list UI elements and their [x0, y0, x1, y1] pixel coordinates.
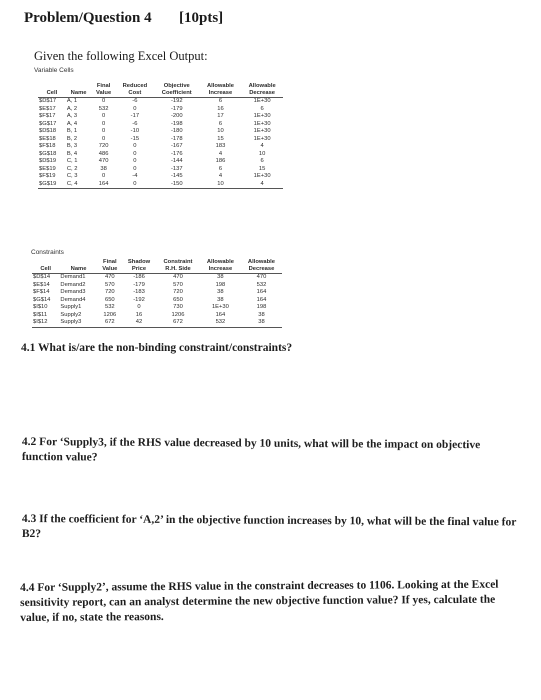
table-cell: 4	[218, 150, 223, 157]
table-row	[38, 98, 283, 106]
constraints-body	[32, 274, 282, 328]
column-header: Allowable	[206, 259, 234, 265]
table-cell: $F$18	[39, 143, 56, 149]
table-row	[38, 151, 283, 159]
table-cell: -179	[170, 105, 183, 112]
column-header: Value	[91, 90, 116, 98]
table-cell: -6	[132, 98, 138, 104]
table-row	[38, 181, 283, 189]
table-cell: 16	[135, 311, 143, 318]
table-cell: B, 2	[66, 135, 78, 142]
column-header	[59, 259, 97, 266]
table-cell: 164	[91, 181, 116, 189]
constraints-header-row-1	[32, 259, 282, 266]
table-cell: 183	[215, 143, 226, 149]
column-header: Price	[122, 266, 156, 274]
table-cell: A, 1	[66, 98, 78, 104]
table-cell: $G$14	[33, 296, 51, 303]
table-cell: 186	[215, 158, 226, 164]
table-cell: 38	[258, 311, 265, 318]
table-cell: A, 4	[66, 120, 78, 127]
column-header: Objective	[163, 83, 190, 89]
table-cell: 38	[241, 319, 282, 327]
column-header: Decrease	[241, 90, 283, 98]
variable-cells-header-row-2	[38, 90, 283, 98]
table-cell: -180	[170, 128, 183, 134]
table-cell: $I$10	[33, 304, 48, 310]
table-cell: 6	[260, 158, 264, 164]
table-cell: 0	[101, 120, 106, 127]
table-cell: A, 3	[66, 113, 78, 119]
table-cell: 1206	[171, 311, 185, 318]
table-cell: -200	[170, 113, 183, 119]
table-cell: 1E+30	[253, 120, 271, 127]
problem-title: Problem/Question 4	[24, 10, 152, 26]
table-cell: -178	[170, 135, 183, 142]
table-cell: 38	[217, 296, 224, 303]
table-cell: $D$19	[39, 158, 57, 164]
table-cell: $F$14	[33, 289, 50, 295]
table-cell: 0	[101, 173, 106, 179]
table-cell: B, 4	[66, 150, 78, 157]
table-row	[32, 289, 282, 297]
table-cell: $E$19	[39, 165, 56, 172]
table-cell: B, 1	[66, 128, 78, 134]
table-cell: 532	[98, 105, 109, 112]
column-header	[38, 83, 66, 90]
table-cell: $D$18	[39, 128, 57, 134]
table-cell: $G$18	[39, 150, 57, 157]
variable-cells-table	[38, 83, 283, 189]
table-cell: -10	[130, 128, 140, 134]
table-cell: $F$19	[39, 173, 56, 179]
table-cell: 0	[101, 128, 106, 134]
table-cell: Demand3	[60, 289, 86, 295]
table-cell: 6	[218, 165, 223, 172]
constraints-caption: Constraints	[31, 249, 64, 256]
table-cell: 486	[98, 150, 109, 157]
table-cell: 16	[217, 105, 224, 112]
table-cell: $I$12	[32, 319, 59, 327]
table-cell: 1E+30	[211, 304, 229, 310]
column-header: Name	[59, 266, 97, 274]
table-cell: 10	[200, 181, 242, 189]
column-header: Name	[66, 90, 92, 98]
table-cell: 532	[200, 319, 241, 327]
table-cell: 470	[98, 158, 109, 164]
column-header: Shadow	[127, 259, 151, 265]
table-cell: C, 2	[66, 165, 78, 172]
table-row	[38, 166, 283, 174]
table-cell: 470	[256, 274, 267, 280]
column-header: R.H. Side	[156, 266, 200, 274]
table-cell: $E$17	[39, 105, 56, 112]
column-header: Final	[103, 259, 117, 265]
table-cell: 0	[133, 158, 137, 164]
column-header	[32, 259, 59, 266]
table-cell: 10	[258, 150, 266, 157]
question-4-3: 4.3 If the coefficient for ‘A,2’ in the objective function increases by 10, what will be the final value for B2?	[21, 513, 517, 541]
column-header: Increase	[200, 266, 241, 274]
table-cell: $D$17	[39, 98, 57, 104]
column-header: Decrease	[241, 266, 282, 274]
table-row	[38, 128, 283, 136]
table-cell: 164	[256, 296, 267, 303]
table-row	[32, 304, 282, 312]
table-cell: 4	[260, 143, 264, 149]
table-cell: $D$14	[33, 274, 51, 280]
table-cell: -186	[133, 274, 145, 280]
table-cell: 720	[173, 289, 183, 295]
table-cell: C, 1	[66, 158, 78, 164]
table-cell: 4	[218, 173, 223, 179]
table-row	[32, 312, 282, 320]
table-cell: 15	[258, 165, 266, 172]
table-cell: 4	[241, 181, 283, 189]
question-4-4: 4.4 For ‘Supply2’, assume the RHS value in the constraint decreases to 1106. Looking at the Excel sensitivity report, can an analyst determine the new objective function value? If yes, calculate the value, if no, state the reasons.	[20, 578, 499, 624]
table-cell: 730	[173, 304, 183, 310]
question-4-2: 4.2 For ‘Supply3, if the RHS value decreased by 10 units, what will be the impact on objective function value?	[21, 435, 481, 464]
table-cell: 532	[104, 304, 115, 310]
table-cell: 42	[122, 319, 156, 327]
table-cell: C, 4	[66, 181, 92, 189]
column-header: Increase	[200, 90, 242, 98]
table-cell: -192	[170, 98, 183, 104]
problem-points: [10pts]	[179, 10, 224, 26]
table-cell: 6	[218, 98, 223, 104]
table-cell: 6	[218, 120, 223, 127]
table-cell: 470	[173, 274, 183, 280]
table-cell: 1E+30	[253, 98, 271, 104]
table-cell: 0	[133, 150, 137, 157]
table-cell: $I$11	[33, 311, 48, 318]
column-header: Value	[98, 266, 122, 274]
column-header: Constraint	[163, 259, 193, 265]
table-cell: 6	[260, 105, 264, 112]
table-cell: 0	[101, 135, 106, 142]
table-cell: -17	[130, 113, 140, 119]
variable-cells-body	[38, 98, 283, 189]
column-header: Cell	[38, 90, 66, 98]
table-row	[38, 136, 283, 144]
table-cell: 470	[104, 274, 115, 280]
intro-text: Given the following Excel Output:	[34, 49, 208, 63]
table-row	[32, 297, 282, 305]
table-cell: 164	[256, 289, 267, 295]
table-cell: $G$19	[38, 181, 66, 189]
column-header: Reduced	[122, 83, 148, 89]
table-cell: Supply1	[60, 304, 82, 310]
table-cell: 10	[217, 128, 224, 134]
table-cell: -15	[130, 135, 140, 142]
table-cell: 570	[104, 281, 115, 288]
table-cell: 672	[156, 319, 200, 327]
column-header: Cost	[116, 90, 154, 98]
table-cell: 0	[101, 113, 106, 119]
table-cell: -167	[170, 143, 183, 149]
table-cell: -176	[170, 150, 183, 157]
table-cell: 1206	[103, 311, 117, 318]
table-cell: -4	[132, 173, 138, 179]
table-row	[38, 121, 283, 129]
table-cell: 164	[215, 311, 226, 318]
table-cell: Supply2	[60, 311, 82, 318]
table-cell: -183	[133, 289, 145, 295]
table-row	[38, 158, 283, 166]
variable-cells-caption: Variable Cells	[34, 67, 74, 74]
table-cell: 650	[104, 296, 115, 303]
table-cell: $G$17	[39, 120, 57, 127]
column-header	[66, 83, 92, 90]
table-cell: -198	[170, 120, 183, 127]
table-cell: 1E+30	[253, 128, 271, 134]
table-cell: $E$18	[39, 135, 56, 142]
question-4-1: 4.1 What is/are the non-binding constraint/constraints?	[21, 342, 293, 354]
table-cell: 0	[133, 105, 137, 112]
table-cell: 0	[116, 181, 154, 189]
table-cell: 570	[173, 281, 183, 288]
table-cell: Demand2	[60, 281, 86, 288]
table-cell: 532	[256, 281, 267, 288]
table-row	[38, 113, 283, 121]
table-row	[38, 143, 283, 151]
table-row	[38, 173, 283, 181]
table-row	[32, 282, 282, 290]
table-cell: $F$17	[39, 113, 56, 119]
table-cell: $E$14	[33, 281, 50, 288]
table-cell: 198	[215, 281, 226, 288]
table-cell: -137	[170, 165, 183, 172]
table-cell: C, 3	[66, 173, 78, 179]
table-cell: -179	[133, 281, 145, 288]
table-row	[32, 319, 282, 327]
table-row	[38, 106, 283, 114]
table-cell: 1E+30	[253, 113, 271, 119]
table-cell: 0	[137, 304, 141, 310]
table-cell: Demand4	[60, 296, 86, 303]
table-cell: 720	[104, 289, 115, 295]
table-cell: 0	[133, 143, 137, 149]
constraints-header-row-2	[32, 266, 282, 274]
table-cell: 38	[217, 289, 224, 295]
table-cell: 38	[100, 165, 107, 172]
constraints-table	[32, 259, 282, 328]
column-header: Final	[96, 83, 111, 89]
table-cell: 1E+30	[253, 135, 271, 142]
column-header: Coefficient	[154, 90, 200, 98]
table-cell: -144	[170, 158, 183, 164]
table-cell: 198	[256, 304, 267, 310]
table-cell: A, 2	[66, 105, 78, 112]
table-cell: 1E+30	[253, 173, 271, 179]
column-header: Cell	[32, 266, 59, 274]
table-cell: -6	[132, 120, 138, 127]
table-cell: B, 3	[66, 143, 78, 149]
table-cell: Supply3	[59, 319, 97, 327]
table-cell: -150	[154, 181, 200, 189]
column-header: Allowable	[247, 259, 275, 265]
table-cell: 672	[98, 319, 122, 327]
column-header: Allowable	[248, 83, 276, 89]
problem-header	[24, 10, 224, 27]
table-cell: 15	[217, 135, 224, 142]
table-cell: 0	[133, 165, 137, 172]
table-cell: -192	[133, 296, 145, 303]
table-cell: Demand1	[60, 274, 86, 280]
table-cell: 0	[101, 98, 106, 104]
table-cell: 650	[173, 296, 183, 303]
table-cell: -145	[170, 173, 183, 179]
column-header: Allowable	[206, 83, 234, 89]
table-cell: 38	[217, 274, 224, 280]
table-row	[32, 274, 282, 282]
table-cell: 17	[217, 113, 224, 119]
variable-cells-header-row-1	[38, 83, 283, 90]
table-cell: 720	[98, 143, 109, 149]
